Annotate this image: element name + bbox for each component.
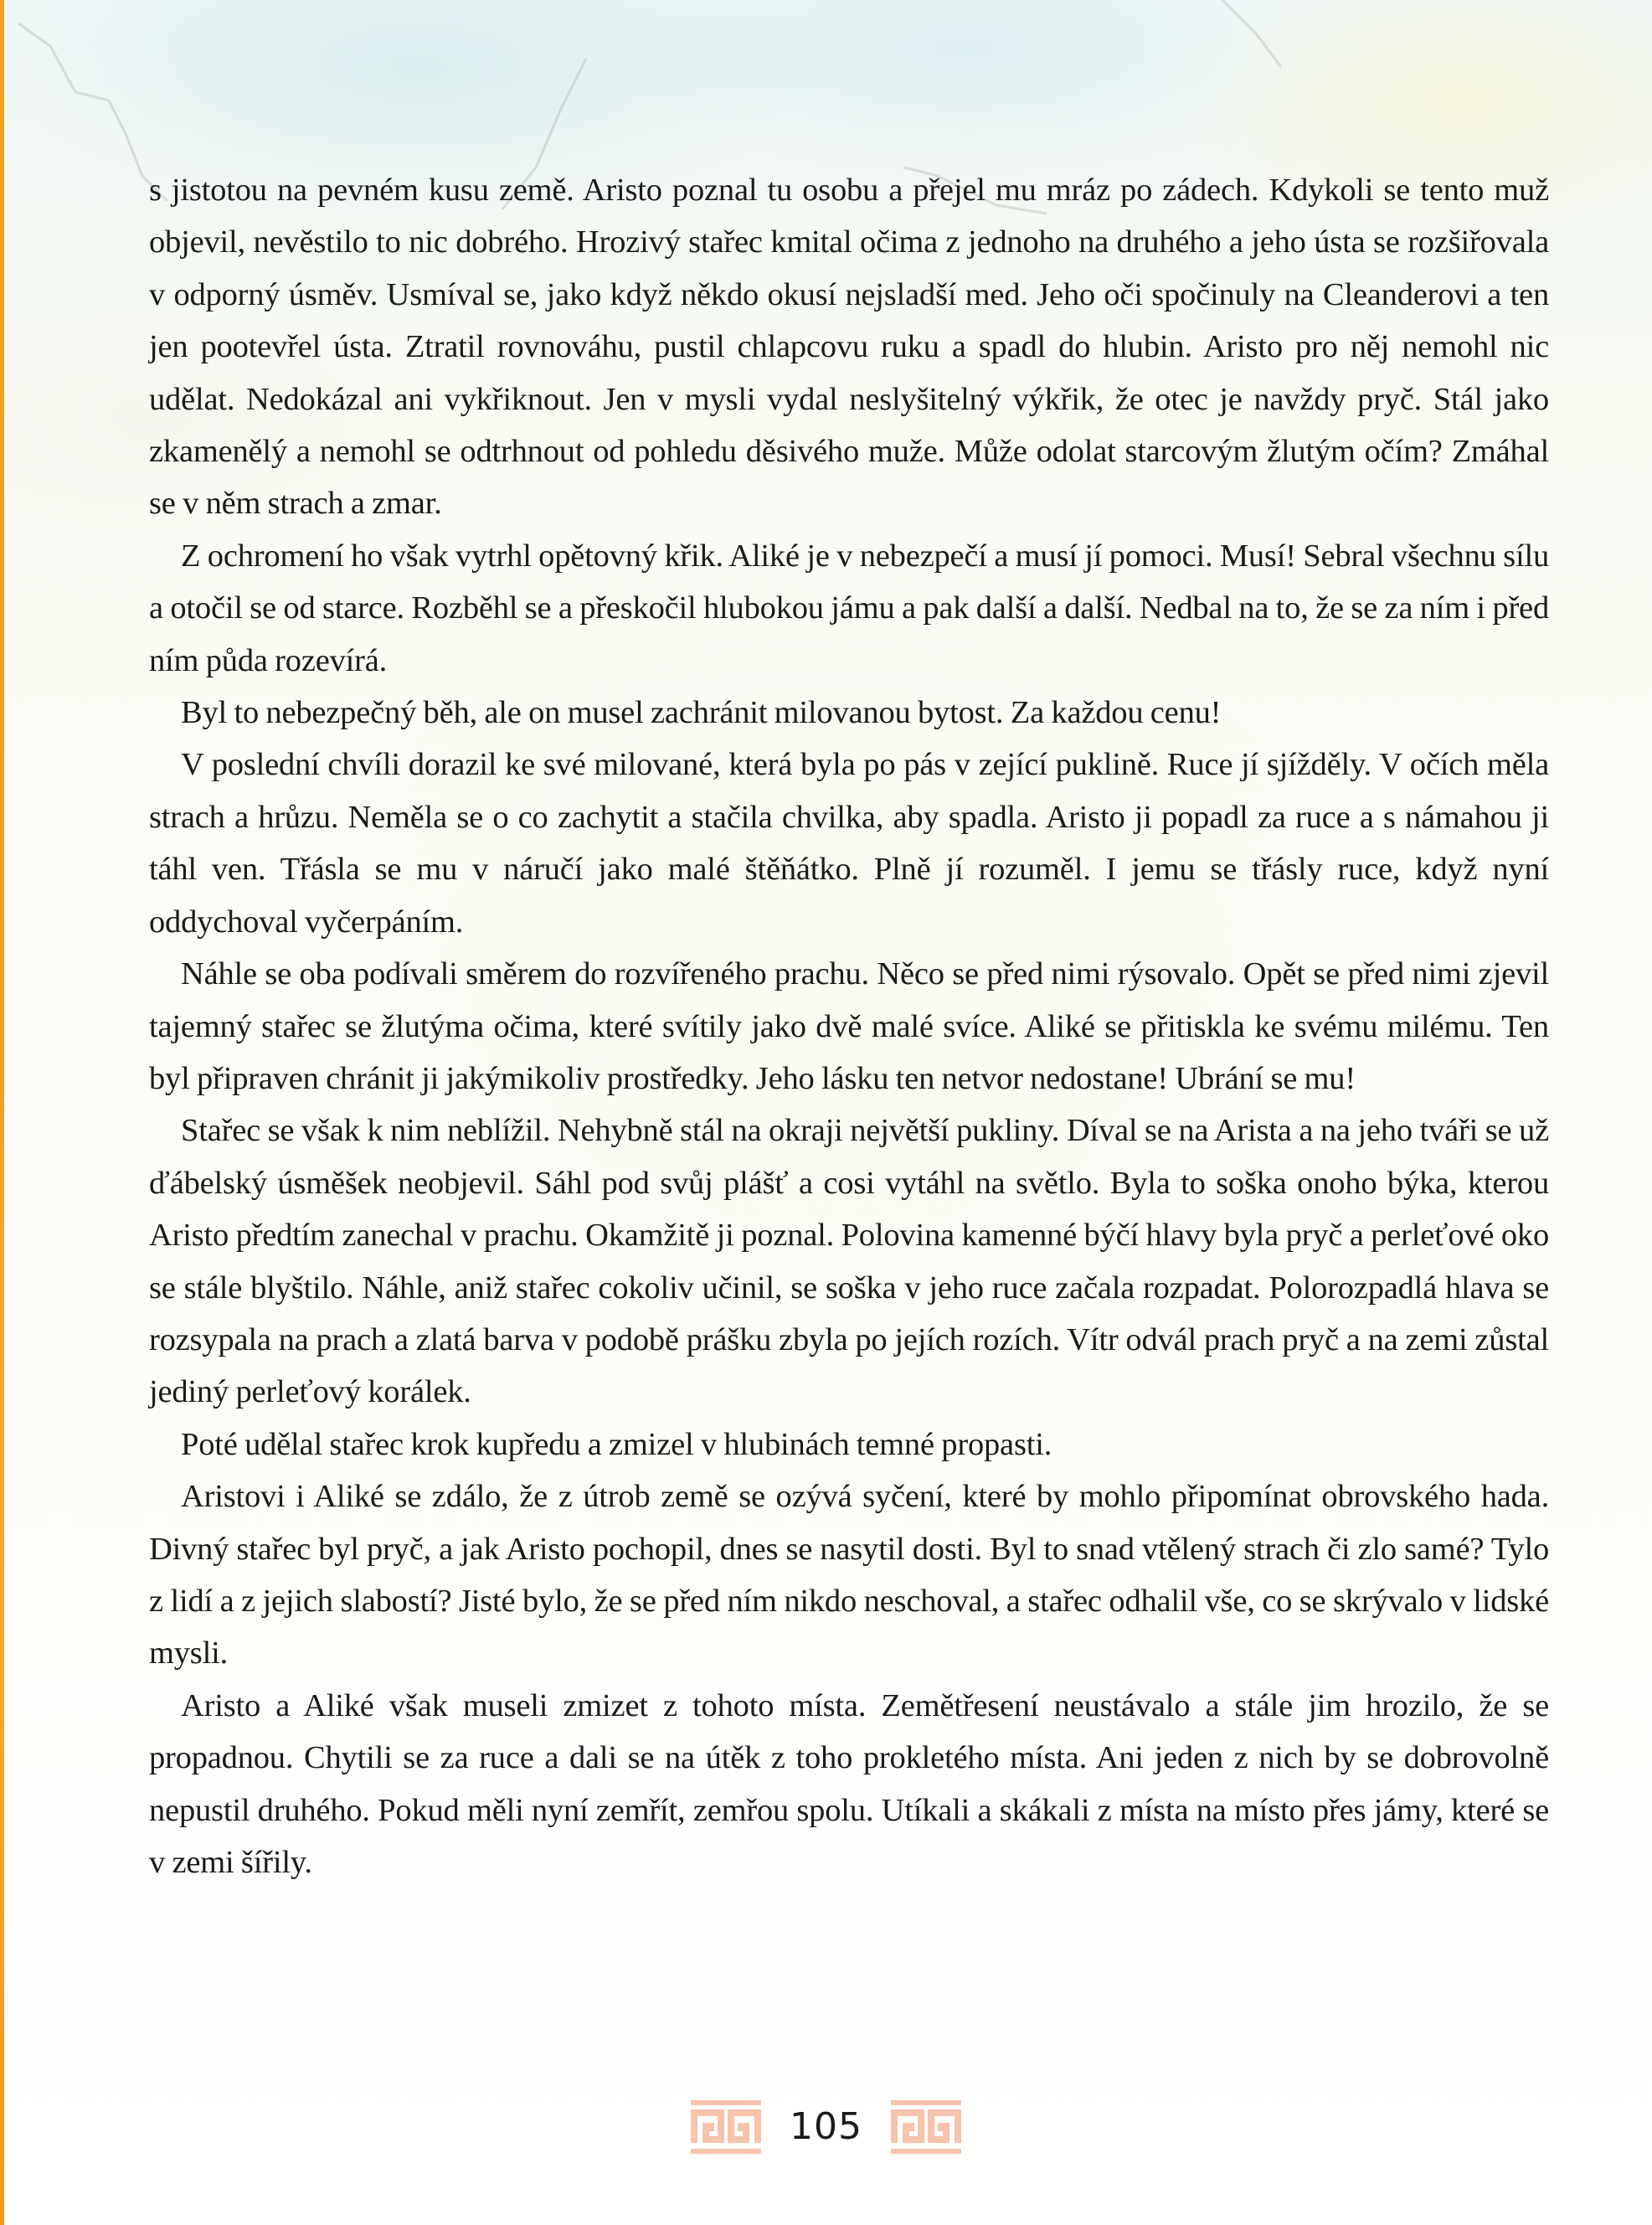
page-body-text [149,164,1549,1888]
greek-key-meander-icon [691,2100,761,2154]
paragraph: Z ochromení ho však vytrhl opětovný křik. Aliké je v nebezpečí a musí jí pomoci. Musí! Sebral všechnu sílu a otočil se od starce. Rozběhl se a přeskočil hlubokou jámu a pak další a další. Nedbal na to, že se za ním i před ním půda rozevírá. [149,538,1549,678]
paragraph: Aristo a Aliké však museli zmizet z tohoto místa. Zemětřesení neustávalo a stále jim hrozilo, že se propadnou. Chytili se za ruce a dali se na útěk z toho prokletého místa. Ani jeden z nich by se dobrovolně nepustil druhého. Pokud měli nyní zemřít, zemřou spolu. Utíkali a skákali z místa na místo přes jámy, které se v zemi šířily. [149,1687,1549,1880]
paragraph: Byl to nebezpečný běh, ale on musel zachránit milovanou bytost. Za každou cenu! [181,695,1222,731]
paragraph: s jistotou na pevném kusu země. Aristo poznal tu osobu a přejel mu mráz po zádech. Kdykoli se tento muž objevil, nevěstilo to nic dobrého. Hrozivý stařec kmital očima z jednoho na druhého a jeho ústa se rozšiřovala v odporný úsměv. Usmíval se, jako když někdo okusí nejsladší med. Jeho oči spočinuly na Cleanderovi a ten jen pootevřel ústa. Ztratil rovnováhu, pustil chlapcovu ruku a spadl do hlubin. Aristo pro něj nemohl nic udělat. Nedokázal ani vykřiknout. Jen v mysli vydal neslyšitelný výkřik, že otec je navždy pryč. Stál jako zkamenělý a nemohl se odtrhnout od pohledu děsivého muže. Může odolat starcovým žlutým očím? Zmáhal se v něm strach a zmar. [149,173,1549,522]
page-footer [0,2098,1652,2156]
greek-key-meander-icon [891,2100,961,2154]
page-number: 105 [790,2105,862,2148]
paragraph: V poslední chvíli dorazil ke své milované, která byla po pás v zející puklině. Ruce jí sjížděly. V očích měla strach a hrůzu. Neměla se o co zachytit a stačila chvilka, aby spadla. Aristo ji popadl za ruce a s námahou ji táhl ven. Třásla se mu v náručí jako malé štěňátko. Plně jí rozuměl. I jemu se třásly ruce, když nyní oddychoval vyčerpáním. [149,747,1549,940]
page-edge-border [0,0,4,2225]
paragraph: Stařec se však k nim neblížil. Nehybně stál na okraji největší pukliny. Díval se na Arista a na jeho tváři se už ďábelský úsměšek neobjevil. Sáhl pod svůj plášť a cosi vytáhl na světlo. Byla to soška onoho býka, kterou Aristo předtím zanechal v prachu. Okamžitě ji poznal. Polovina kamenné býčí hlavy byla pryč a perleťové oko se stále blyštilo. Náhle, aniž stařec cokoliv učinil, se soška v jeho ruce začala rozpadat. Polorozpadlá hlava se rozsypala na prach a zlatá barva v podobě prášku zbyla po jejích rozích. Vítr odvál prach pryč a na zemi zůstal jediný perleťový korálek. [149,1113,1549,1410]
paragraph: Náhle se oba podívali směrem do rozvířeného prachu. Něco se před nimi rýsovalo. Opět se před nimi zjevil tajemný stařec se žlutýma očima, které svítily jako dvě malé svíce. Aliké se přitiskla ke svému milému. Ten byl připraven chránit ji jakýmikoliv prostředky. Jeho lásku ten netvor nedostane! Ubrání se mu! [149,956,1549,1096]
paragraph: Aristovi i Aliké se zdálo, že z útrob země se ozývá syčení, které by mohlo připomínat obrovského hada. Divný stařec byl pryč, a jak Aristo pochopil, dnes se nasytil dosti. Byl to snad vtělený strach či zlo samé? Tylo z lidí a z jejich slabostí? Jisté bylo, že se před ním nikdo neschoval, a stařec odhalil vše, co se skrývalo v lidské mysli. [149,1479,1549,1671]
paragraph: Poté udělal stařec krok kupředu a zmizel v hlubinách temné propasti. [181,1426,1052,1462]
